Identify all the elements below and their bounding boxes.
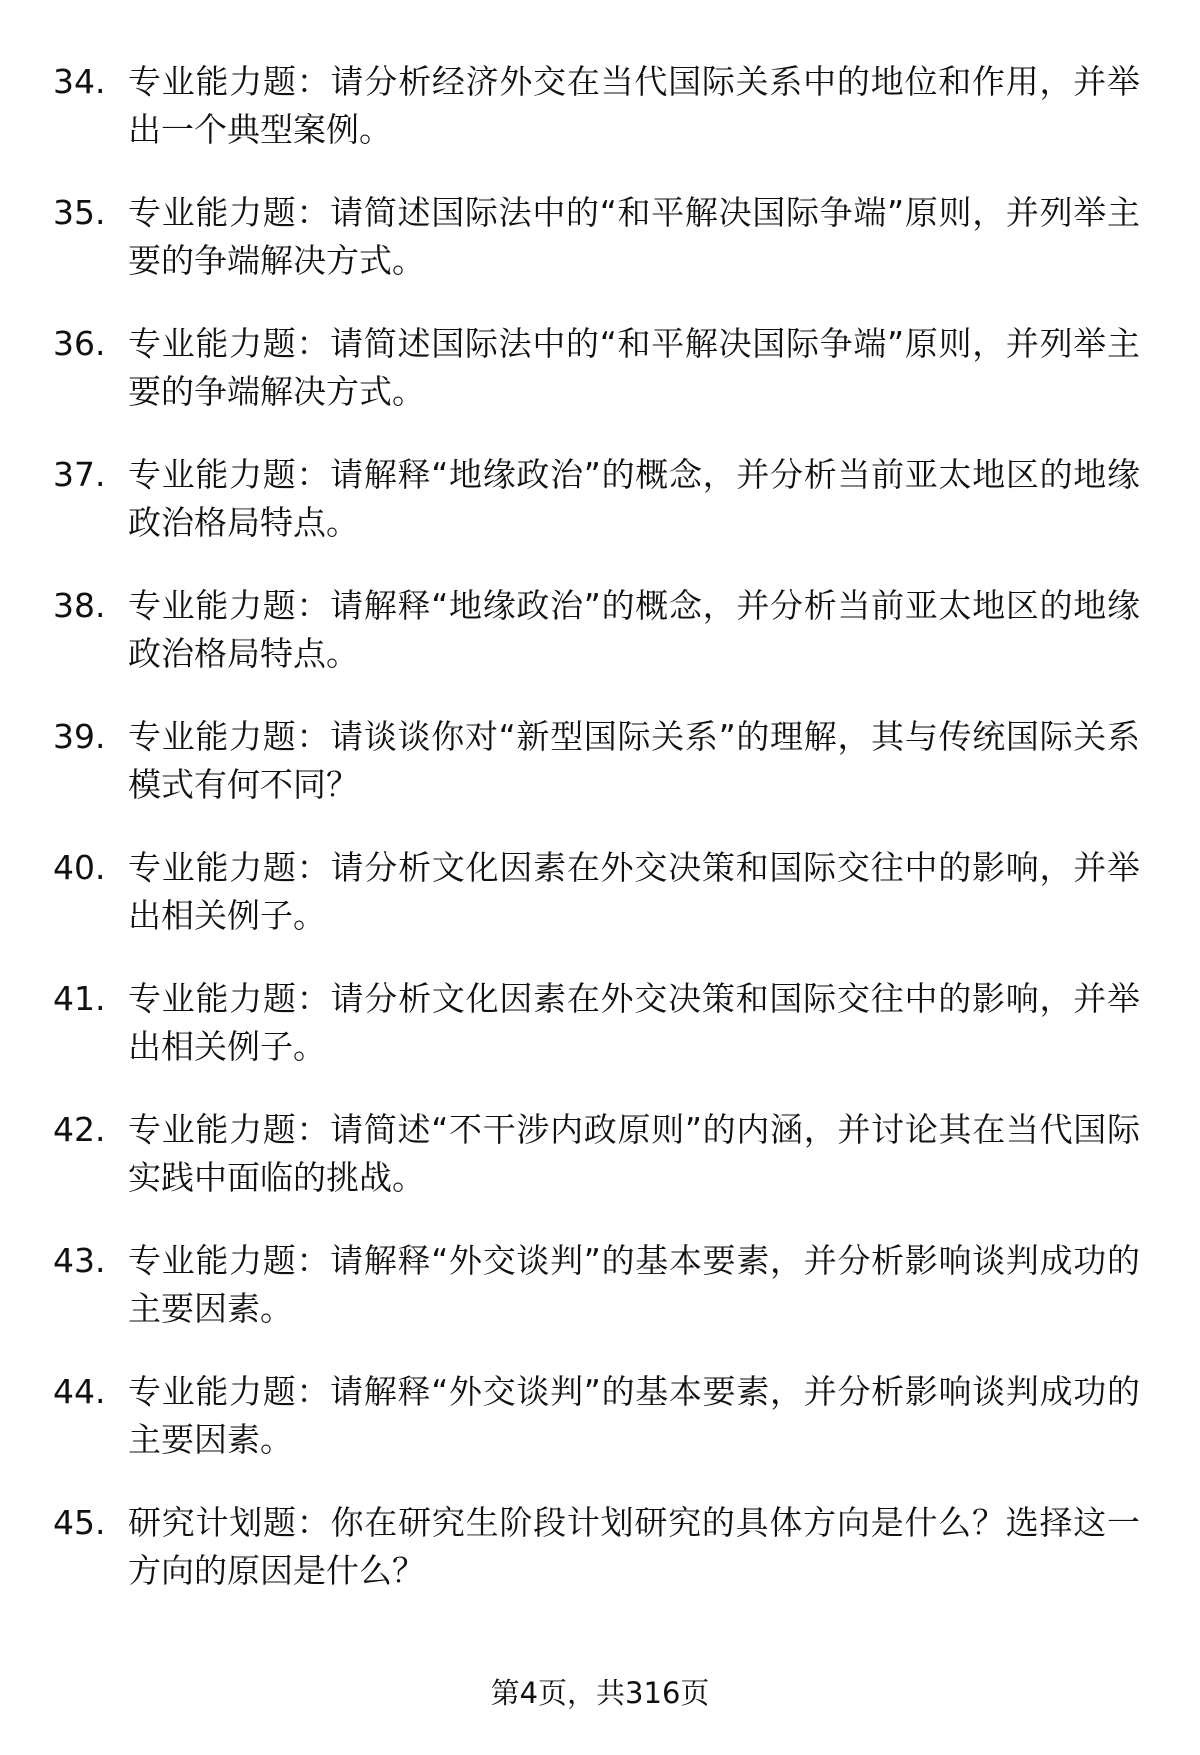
question-number: 40. [53,848,106,887]
question-text: 专业能力题：请解释“地缘政治”的概念，并分析当前亚太地区的地缘政治格局特点。 [128,455,1140,542]
question-text: 专业能力题：请分析文化因素在外交决策和国际交往中的影响，并举出相关例子。 [128,848,1140,935]
question-text: 专业能力题：请解释“外交谈判”的基本要素，并分析影响谈判成功的主要因素。 [128,1241,1140,1328]
question-number: 35. [53,193,106,232]
question-number: 37. [53,455,106,494]
question-text: 专业能力题：请分析经济外交在当代国际关系中的地位和作用，并举出一个典型案例。 [128,62,1140,149]
question-item-36 [0,320,1200,451]
question-item-40 [0,844,1200,975]
question-number: 43. [53,1241,106,1280]
question-item-45 [0,1499,1200,1630]
question-number: 41. [53,979,106,1018]
question-list [0,58,1200,1630]
question-number: 44. [53,1372,106,1411]
question-text: 专业能力题：请解释“地缘政治”的概念，并分析当前亚太地区的地缘政治格局特点。 [128,586,1140,673]
question-item-37 [0,451,1200,582]
question-number: 34. [53,62,106,101]
question-text: 研究计划题：你在研究生阶段计划研究的具体方向是什么？选择这一方向的原因是什么？ [128,1503,1140,1590]
question-item-42 [0,1106,1200,1237]
question-number: 42. [53,1110,106,1149]
page-footer: 第4页，共316页 [490,1676,710,1710]
question-text: 专业能力题：请简述国际法中的“和平解决国际争端”原则，并列举主要的争端解决方式。 [128,193,1140,280]
question-text: 专业能力题：请解释“外交谈判”的基本要素，并分析影响谈判成功的主要因素。 [128,1372,1140,1459]
question-number: 45. [53,1503,106,1542]
question-text: 专业能力题：请谈谈你对“新型国际关系”的理解，其与传统国际关系模式有何不同？ [128,717,1140,804]
question-item-44 [0,1368,1200,1499]
question-text: 专业能力题：请简述国际法中的“和平解决国际争端”原则，并列举主要的争端解决方式。 [128,324,1140,411]
question-item-39 [0,713,1200,844]
question-text: 专业能力题：请简述“不干涉内政原则”的内涵，并讨论其在当代国际实践中面临的挑战。 [128,1110,1140,1197]
question-item-38 [0,582,1200,713]
question-number: 39. [53,717,106,756]
question-number: 36. [53,324,106,363]
question-item-41 [0,975,1200,1106]
question-item-43 [0,1237,1200,1368]
question-text: 专业能力题：请分析文化因素在外交决策和国际交往中的影响，并举出相关例子。 [128,979,1140,1066]
question-item-35 [0,189,1200,320]
question-number: 38. [53,586,106,625]
question-item-34 [0,58,1200,189]
